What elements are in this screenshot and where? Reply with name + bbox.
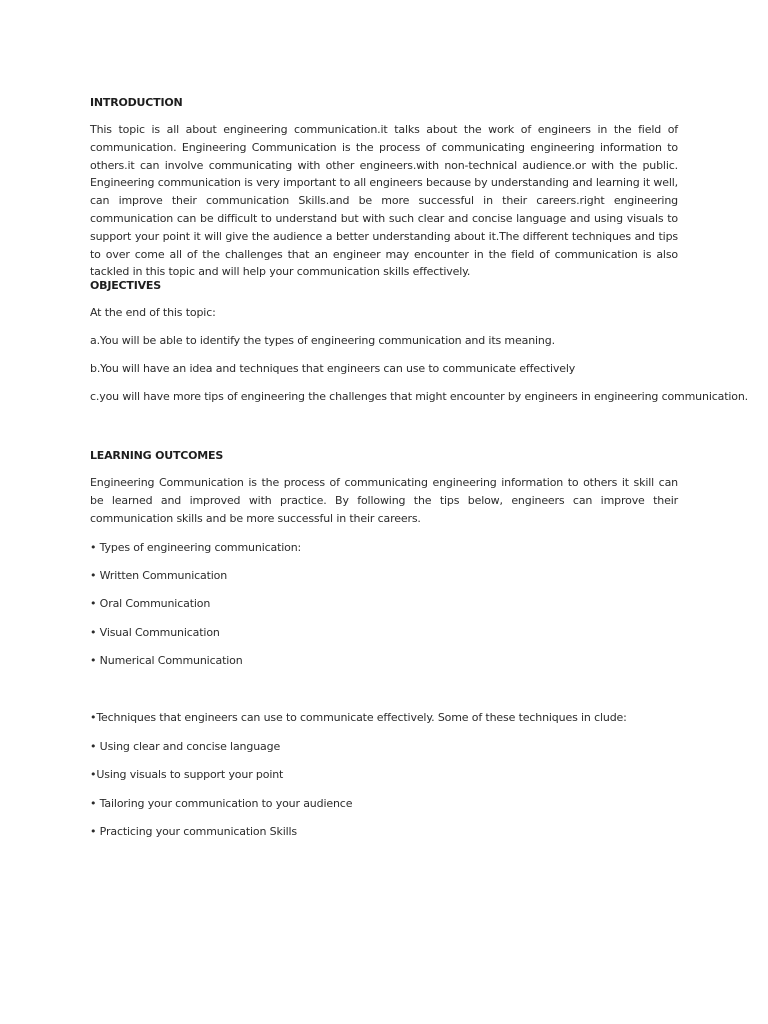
- objective-item-b: b.You will have an idea and techniques that engineers can use to communicate effectively: [90, 362, 576, 375]
- list-item-written: • Written Communication: [90, 569, 228, 582]
- objective-item-c: c.you will have more tips of engineering the challenges that might encounter by engineers in engineering communication.: [90, 390, 749, 403]
- introduction-paragraph: This topic is all about engineering communication.it talks about the work of engineers in the field of communication. Engineering Communication is the process of communicating engineering information to others.it can involve communicating with other engineers.with non-technical audience.or with the public. Engineering communication is very important to all engineers because by understanding and learning it well, can improve their communication Skills.and be more successful in their careers.right engineering communication can be difficult to understand but with such clear and concise language and using visuals to support your point it will give the audience a better understanding about it.The different techniques and tips to over come all of the challenges that an engineer may encounter in the field of communication is also tackled in this topic and will help your communication skills effectively.: [90, 123, 678, 279]
- technique-item-visuals: •Using visuals to support your point: [90, 768, 284, 781]
- list-item-visual: • Visual Communication: [90, 626, 220, 639]
- objectives-heading: OBJECTIVES: [90, 279, 161, 292]
- types-lead: • Types of engineering communication:: [90, 541, 302, 554]
- introduction-heading: INTRODUCTION: [90, 96, 183, 109]
- techniques-lead: •Techniques that engineers can use to communicate effectively. Some of these techniques in clude:: [90, 711, 627, 724]
- list-item-numerical: • Numerical Communication: [90, 654, 243, 667]
- technique-item-tailoring: • Tailoring your communication to your audience: [90, 797, 353, 810]
- technique-item-clear-language: • Using clear and concise language: [90, 740, 281, 753]
- learning-outcomes-heading: LEARNING OUTCOMES: [90, 449, 224, 462]
- objectives-lead: At the end of this topic:: [90, 306, 216, 319]
- list-item-oral: • Oral Communication: [90, 597, 211, 610]
- technique-item-practicing: • Practicing your communication Skills: [90, 825, 298, 838]
- objective-item-a: a.You will be able to identify the types of engineering communication and its meaning.: [90, 334, 555, 347]
- learning-outcomes-paragraph: Engineering Communication is the process of communicating engineering information to others it skill can be learned and improved with practice. By following the tips below, engineers can improve their communication skills and be more successful in their careers.: [90, 476, 678, 525]
